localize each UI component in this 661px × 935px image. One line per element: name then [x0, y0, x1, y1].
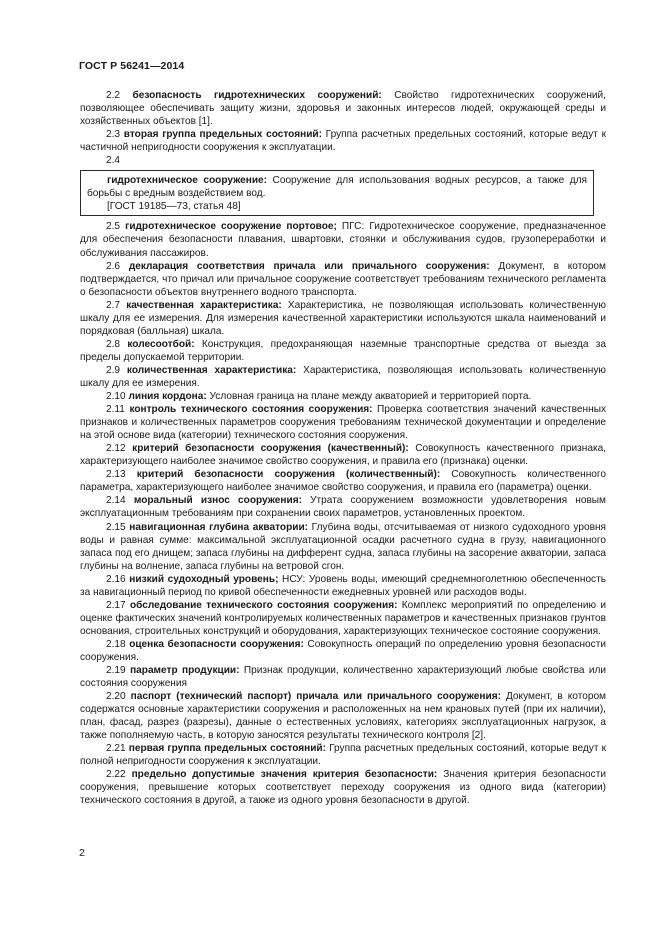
box-source: [ГОСТ 19185—73, статья 48]: [107, 201, 241, 213]
definition-paragraph: [80, 573, 606, 599]
clause-number: 2.13: [106, 469, 126, 481]
definition-text: Утрата сооружением возможности удовлетворения новым эксплуатационным требованиям при сохранении своих параметров, установленных проектом.: [80, 495, 606, 520]
clause-number: 2.11: [106, 404, 125, 416]
defined-term: низкий судоходный уровень;: [129, 573, 279, 585]
definition-text: Характеристика, позволяющая использовать количественную шкалу для ее измерения.: [80, 364, 606, 389]
defined-term: навигационная глубина акватории:: [129, 521, 309, 533]
clause-number: 2.2: [106, 90, 121, 101]
definition-text: Конструкция, предохраняющая наземные транспортные средства от выезда за пределы допускаемой территории.: [80, 338, 606, 363]
quoted-definition-box: [80, 170, 594, 216]
document-body: [80, 89, 606, 808]
clause-number: 2.15: [106, 521, 126, 533]
definition-paragraph: [80, 364, 606, 390]
definition-paragraph: [80, 521, 606, 573]
box-text: Сооружение для использования водных ресурсов, а также для борьбы с вредным воздействием вод.: [87, 175, 587, 200]
clause-number: 2.16: [106, 573, 126, 585]
clause-number: 2.3: [106, 129, 121, 141]
defined-term: параметр продукции:: [130, 665, 240, 677]
definition-text: Свойство гидротехнических сооружений, позволяющее обеспечивать защиту жизни, здоровья и законных интересов людей, окружающей среды и хозяйственных объектов [1].: [80, 90, 606, 128]
definition-paragraph: [80, 468, 606, 494]
page-number: 2: [79, 847, 85, 859]
definitions-part-1: [80, 89, 606, 167]
defined-term: декларация соответствия причала или причального сооружения:: [128, 260, 490, 272]
definition-text: Группа расчетных предельных состояний, которые ведут к частичной непригодности сооружения к эксплуатации.: [80, 129, 606, 154]
clause-number: 2.6: [106, 260, 121, 272]
definition-text: Глубина воды, отсчитываемая от низкого судоходного уровня воды и равная сумме: максимальной эксплуатационной осадки расчетного судна в грузу, навигационного запаса под его днищем; запаса глубины на дифферент судна, запаса глубины на засорение акватории, запаса глубины на волнение, запаса глубины на ветровой сгон.: [80, 521, 606, 572]
definition-text: Совокупность количественного параметра, характеризующего наиболее значимое свойство сооружения, и правила его (параметра) оценки.: [80, 469, 606, 494]
defined-term: паспорт (технический паспорт) причала или причального сооружения:: [130, 691, 501, 703]
definition-paragraph: [80, 220, 606, 259]
clause-number: 2.5: [106, 221, 121, 233]
definition-paragraph: [80, 494, 606, 520]
clause-number: 2.19: [106, 665, 126, 677]
definition-paragraph: [80, 638, 606, 664]
defined-term: контроль технического состояния сооружения:: [129, 404, 373, 416]
defined-term: вторая группа предельных состояний:: [123, 129, 322, 141]
clause-number: 2.14: [106, 495, 126, 507]
definition-paragraph: [80, 89, 606, 128]
definition-paragraph: [80, 664, 606, 690]
defined-term: оценка безопасности сооружения:: [129, 638, 304, 650]
defined-term: линия кордона:: [128, 391, 207, 403]
clause-number: 2.22: [106, 769, 126, 781]
definition-paragraph: [80, 390, 606, 403]
defined-term: обследование технического состояния сооружения:: [129, 599, 398, 611]
clause-number: 2.10: [106, 391, 126, 403]
definition-text: Признак продукции, количественно характеризующий любые свойства или состояния сооружения: [80, 665, 606, 690]
definition-paragraph: [80, 768, 606, 807]
definition-paragraph: [80, 128, 606, 154]
defined-term: количественная характеристика:: [126, 364, 297, 376]
clause-number: 2.12: [106, 443, 126, 455]
definition-paragraph: [80, 299, 606, 338]
defined-term: предельно допустимые значения критерия безопасности:: [131, 769, 438, 781]
definition-paragraph: [80, 442, 606, 468]
definition-text: Характеристика, не позволяющая использовать количественную шкалу для ее измерения. Для измерения качественной характеристики используются шкала наименований и порядковая (балльная) шкала.: [80, 299, 606, 337]
defined-term: моральный износ сооружения:: [133, 495, 302, 507]
clause-number: 2.20: [106, 691, 126, 703]
definition-text: Группа расчетных предельных состояний, которые ведут к полной непригодности сооружения к эксплуатации.: [80, 743, 606, 768]
defined-term: гидротехническое сооружение портовое;: [125, 221, 337, 233]
defined-term: качественная характеристика:: [126, 299, 282, 311]
definitions-part-2: [80, 220, 606, 807]
clause-number: 2.17: [106, 599, 126, 611]
definition-text: Комплекс мероприятий по определению и оценке фактических значений контролируемых количественных параметров и качественных признаков грунтов основания, строительных конструкций и оборудования, характеризующих техническое состояние сооружения.: [80, 599, 606, 637]
clause-number: 2.18: [106, 638, 126, 650]
definition-paragraph: [80, 742, 606, 768]
defined-term: критерий безопасности сооружения (качественный):: [132, 443, 409, 455]
definition-text: Документ, в котором содержатся основные характеристики сооружения и расположенных на нем крановых путей (при их наличии), план, фасад, разрез (разрезы), данные о естественных условиях, категориях эксплуатационных нагрузок, а также пополняемую часть, в которую заносятся результаты технического контроля [2].: [80, 691, 606, 742]
definition-text: Условная граница на плане между акваторией и территорией порта.: [206, 391, 532, 403]
definition-paragraph: [80, 260, 606, 299]
definition-paragraph: [80, 154, 606, 167]
clause-number: 2.8: [106, 338, 121, 350]
definition-paragraph: [80, 403, 606, 442]
clause-number: 2.7: [106, 299, 121, 311]
definition-text: Проверка соответствия значений качественных признаков и количественных параметров сооружения требованиям технической документации и определение на этой основе вида (категории) технического состояния сооружения.: [80, 404, 606, 442]
definition-text: Значения критерия безопасности сооружения, превышение которых соответствует переходу сооружения из одного вида (категории) технического состояния в другой, а также из одного уровня безопасности в другой.: [80, 769, 606, 807]
defined-term: колесоотбой:: [127, 338, 195, 350]
definition-text: Совокупность операций по определению уровня безопасности сооружения.: [80, 638, 606, 663]
clause-number: 2.4: [106, 155, 121, 167]
defined-term: первая группа предельных состояний:: [128, 743, 327, 755]
definition-text: Совокупность качественного признака, характеризующего наиболее значимое свойство сооружения, и правила его (признака) оценки.: [80, 443, 607, 468]
definition-text: НСУ: Уровень воды, имеющий среднемноголетнюю обеспеченность за навигационный период по кривой обеспеченности ежедневных уровней или расходов воды.: [80, 573, 606, 598]
box-term: гидротехническое сооружение:: [107, 175, 268, 187]
standard-designation: ГОСТ Р 56241—2014: [79, 60, 185, 72]
definition-text: ПГС: Гидротехническое сооружение, предназначенное для обеспечения безопасности плавания, швартовки, стоянки и обслуживания судов, грузопереработки и обслуживания пассажиров.: [80, 221, 607, 259]
definition-paragraph: [80, 690, 606, 742]
clause-number: 2.9: [106, 364, 121, 376]
definition-paragraph: [80, 599, 606, 638]
defined-term: безопасность гидротехнических сооружений:: [132, 90, 382, 101]
clause-number: 2.21: [106, 743, 126, 755]
box-definition: [87, 174, 587, 200]
definition-paragraph: [80, 338, 606, 364]
defined-term: критерий безопасности сооружения (количественный):: [136, 469, 441, 481]
definition-text: Документ, в котором подтверждается, что причал или причальное сооружение соответствует требованиям технического регламента о безопасности объектов внутреннего водного транспорта.: [80, 260, 606, 298]
